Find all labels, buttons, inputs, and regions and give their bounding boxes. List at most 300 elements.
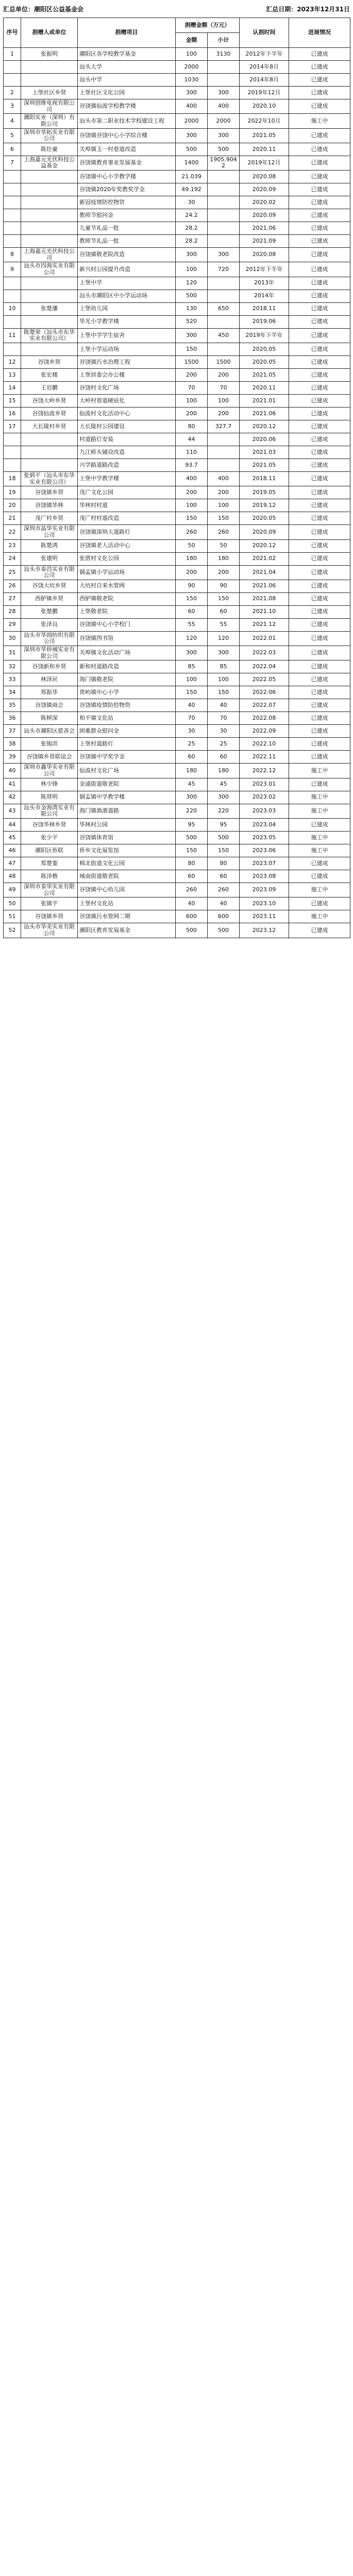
cell-no: 47: [4, 857, 21, 870]
cell-no: 45: [4, 831, 21, 844]
table-row: [4, 525, 350, 539]
cell-time: 2022.04: [240, 660, 289, 673]
cell-project: 汕头市潮阳区中小学运动场: [78, 290, 176, 302]
table-row: [4, 87, 350, 99]
cell-time: 2023.10: [240, 897, 289, 910]
table-row: [4, 844, 350, 857]
cell-donor: 陈贤明: [21, 791, 78, 804]
cell-donor: 谷饶大坑乡贤: [21, 580, 78, 592]
cell-subtotal: 200: [208, 486, 240, 499]
cell-amount: 150: [176, 343, 208, 355]
cell-status: 已建成: [289, 235, 350, 248]
cell-amount: 500: [176, 143, 208, 156]
cell-project: 谷饶镇疫情防控物资: [78, 699, 176, 712]
cell-time: 2022.08: [240, 712, 289, 725]
table-row: [4, 156, 350, 170]
cell-time: 2020.05: [240, 343, 289, 355]
cell-subtotal: 300: [208, 87, 240, 99]
cell-project: 关埠镇文化活动广场: [78, 646, 176, 660]
cell-project: 上堡村道路灯: [78, 738, 176, 751]
table-row: [4, 857, 350, 870]
cell-no: 44: [4, 818, 21, 831]
cell-no: 14: [4, 381, 21, 394]
cell-time: 2019年12月: [240, 87, 289, 99]
cell-status: 已建成: [289, 605, 350, 618]
col-header-time: 认捐时间: [240, 18, 289, 48]
cell-no: 12: [4, 355, 21, 368]
cell-project: 铜孟镇小学运动场: [78, 565, 176, 580]
cell-amount: 300: [176, 791, 208, 804]
cell-status: 已建成: [289, 407, 350, 420]
cell-no: 15: [4, 394, 21, 407]
cell-time: 2022.09: [240, 725, 289, 738]
cell-time: 2020.06: [240, 433, 289, 446]
cell-status: 已建成: [289, 61, 350, 74]
cell-project: 谷饶镇中学奖学金: [78, 751, 176, 764]
table-row: [4, 791, 350, 804]
cell-subtotal: 95: [208, 818, 240, 831]
table-row: [4, 552, 350, 565]
cell-status: 已建成: [289, 778, 350, 791]
cell-amount: 300: [176, 328, 208, 343]
cell-no: 13: [4, 368, 21, 381]
cell-status: 已建成: [289, 512, 350, 525]
cell-status: 已建成: [289, 368, 350, 381]
cell-status: 已建成: [289, 302, 350, 315]
cell-project: 华光小学教学楼: [78, 315, 176, 328]
cell-time: 2020.12: [240, 420, 289, 433]
cell-time: 2020.10: [240, 99, 289, 114]
cell-subtotal: 500: [208, 831, 240, 844]
cell-no: 7: [4, 156, 21, 170]
table-row: [4, 48, 350, 61]
cell-time: 2021.05: [240, 128, 289, 143]
table-row: [4, 290, 350, 302]
table-row: [4, 248, 350, 262]
cell-time: 2021.06: [240, 580, 289, 592]
cell-no: [4, 433, 21, 446]
cell-project: 教师节礼品一批: [78, 235, 176, 248]
table-row: [4, 738, 350, 751]
cell-donor: 林少锋: [21, 778, 78, 791]
cell-amount: 24.2: [176, 209, 208, 222]
cell-donor: 汕头市潮阳区慈善会: [21, 725, 78, 738]
cell-status: 已建成: [289, 196, 350, 209]
cell-amount: 300: [176, 87, 208, 99]
cell-time: 2022.12: [240, 764, 289, 778]
cell-subtotal: 327.7: [208, 420, 240, 433]
cell-amount: 55: [176, 618, 208, 631]
cell-donor: 上堡社区乡贤: [21, 87, 78, 99]
cell-project: 兴学路道路改造: [78, 459, 176, 471]
cell-amount: 150: [176, 686, 208, 699]
cell-donor: 谷饶镇乡贤: [21, 486, 78, 499]
cell-subtotal: 150: [208, 686, 240, 699]
cell-time: 2023.09: [240, 883, 289, 897]
table-row: [4, 446, 350, 459]
cell-status: 已建成: [289, 222, 350, 235]
cell-donor: 谷饶乡贤: [21, 355, 78, 368]
cell-amount: 2000: [176, 61, 208, 74]
table-row: [4, 302, 350, 315]
cell-amount: 260: [176, 525, 208, 539]
table-row: [4, 831, 350, 844]
cell-subtotal: 45: [208, 778, 240, 791]
cell-time: 2023.02: [240, 791, 289, 804]
cell-status: 已建成: [289, 48, 350, 61]
cell-amount: 110: [176, 446, 208, 459]
cell-no: 34: [4, 686, 21, 699]
cell-no: [4, 459, 21, 471]
cell-amount: 49.192: [176, 183, 208, 196]
table-row: [4, 539, 350, 552]
cell-subtotal: 70: [208, 712, 240, 725]
cell-amount: 44: [176, 433, 208, 446]
cell-subtotal: [208, 459, 240, 471]
cell-time: 2019年下半年: [240, 328, 289, 343]
cell-project: 华林村村道: [78, 499, 176, 512]
cell-status: 已建成: [289, 248, 350, 262]
cell-project: 上堡中学: [78, 277, 176, 290]
cell-donor: 汕头市泰昌实业有限公司: [21, 565, 78, 580]
cell-time: 2019年12月: [240, 156, 289, 170]
cell-amount: 80: [176, 420, 208, 433]
cell-amount: 200: [176, 565, 208, 580]
cell-subtotal: 100: [208, 673, 240, 686]
cell-project: 仙波村文化活动中心: [78, 407, 176, 420]
cell-donor: 张少平: [21, 831, 78, 844]
cell-status: 已建成: [289, 381, 350, 394]
cell-donor: 郑楚銮: [21, 857, 78, 870]
cell-project: 海门镇敬老院: [78, 673, 176, 686]
cell-no: 32: [4, 660, 21, 673]
cell-amount: 500: [176, 923, 208, 938]
table-row: [4, 673, 350, 686]
cell-amount: 400: [176, 471, 208, 486]
cell-no: 42: [4, 791, 21, 804]
cell-amount: 95: [176, 818, 208, 831]
cell-time: 2020.08: [240, 171, 289, 183]
unit-label: 汇总单位：潮阳区公益基金会: [3, 5, 84, 13]
cell-subtotal: 200: [208, 368, 240, 381]
cell-amount: 60: [176, 751, 208, 764]
table-row: [4, 381, 350, 394]
cell-donor: 谷饶镇华林: [21, 499, 78, 512]
table-row: [4, 368, 350, 381]
cell-no: 9: [4, 262, 21, 277]
cell-time: 2021.02: [240, 552, 289, 565]
table-row: [4, 725, 350, 738]
cell-status: 已建成: [289, 262, 350, 277]
cell-no: 31: [4, 646, 21, 660]
cell-no: 28: [4, 605, 21, 618]
cell-donor: 汕头市四海实业有限公司: [21, 262, 78, 277]
col-header-no: 序号: [4, 18, 21, 48]
table-row: [4, 183, 350, 196]
cell-amount: 40: [176, 699, 208, 712]
cell-time: 2022.07: [240, 699, 289, 712]
cell-donor: 陈壮豪: [21, 143, 78, 156]
table-row: [4, 171, 350, 183]
cell-time: 2022.10: [240, 738, 289, 751]
donation-table: [3, 18, 350, 938]
cell-project: 潮阳区各学校教学基金: [78, 48, 176, 61]
table-row: [4, 686, 350, 699]
cell-subtotal: 25: [208, 738, 240, 751]
table-row: [4, 277, 350, 290]
cell-donor: 王岩鹏: [21, 381, 78, 394]
cell-time: 2021.09: [240, 235, 289, 248]
cell-project: 谷饶镇体育馆: [78, 831, 176, 844]
cell-time: 2013年: [240, 277, 289, 290]
cell-subtotal: [208, 315, 240, 328]
cell-donor: 上海嘉元光伏科技公司: [21, 248, 78, 262]
cell-project: 张厝村文化公园: [78, 552, 176, 565]
cell-no: 23: [4, 539, 21, 552]
cell-no: [4, 277, 21, 290]
cell-donor: [21, 446, 78, 459]
cell-subtotal: 70: [208, 381, 240, 394]
cell-status: 施工中: [289, 764, 350, 778]
cell-status: 已建成: [289, 277, 350, 290]
cell-donor: 谷饶镇商会: [21, 699, 78, 712]
cell-project: 谷饶镇敬老院改造: [78, 248, 176, 262]
cell-donor: [21, 171, 78, 183]
cell-donor: 谷饶仙波乡贤: [21, 407, 78, 420]
cell-amount: 28.2: [176, 222, 208, 235]
cell-subtotal: 600: [208, 910, 240, 923]
cell-time: 2020.11: [240, 381, 289, 394]
cell-status: 已建成: [289, 897, 350, 910]
table-body: [4, 48, 350, 938]
cell-amount: 120: [176, 631, 208, 646]
cell-project: 上堡敬老院: [78, 605, 176, 618]
cell-subtotal: [208, 61, 240, 74]
cell-subtotal: 40: [208, 897, 240, 910]
cell-no: 36: [4, 712, 21, 725]
cell-donor: 茂广村乡贤: [21, 512, 78, 525]
cell-subtotal: [208, 235, 240, 248]
cell-no: 3: [4, 99, 21, 114]
cell-no: 16: [4, 407, 21, 420]
cell-time: 2012年下半年: [240, 262, 289, 277]
cell-no: 51: [4, 910, 21, 923]
cell-subtotal: 650: [208, 302, 240, 315]
cell-project: 谷饶镇深圳大道路灯: [78, 525, 176, 539]
cell-status: 已建成: [289, 87, 350, 99]
table-row: [4, 355, 350, 368]
cell-no: 6: [4, 143, 21, 156]
cell-donor: [21, 209, 78, 222]
cell-time: 2012年下半年: [240, 48, 289, 61]
cell-no: 39: [4, 751, 21, 764]
cell-donor: 林泽民: [21, 673, 78, 686]
cell-subtotal: 85: [208, 660, 240, 673]
cell-donor: 潮阳实业（深圳）有限公司: [21, 114, 78, 128]
cell-time: 2021.06: [240, 222, 289, 235]
cell-project: 谷饶镇谷饶中心小学综合楼: [78, 128, 176, 143]
cell-no: 11: [4, 328, 21, 343]
cell-donor: 谷饶镇乡贤: [21, 910, 78, 923]
cell-time: 2023.04: [240, 818, 289, 831]
cell-status: 施工中: [289, 910, 350, 923]
cell-project: 困难群众慰问金: [78, 725, 176, 738]
cell-amount: 150: [176, 844, 208, 857]
cell-subtotal: 300: [208, 128, 240, 143]
cell-subtotal: 50: [208, 539, 240, 552]
cell-no: 35: [4, 699, 21, 712]
table-row: [4, 764, 350, 778]
cell-project: 教师节慰问金: [78, 209, 176, 222]
cell-project: 城南街道敬老院: [78, 870, 176, 883]
table-row: [4, 883, 350, 897]
cell-no: 33: [4, 673, 21, 686]
cell-status: 已建成: [289, 128, 350, 143]
cell-subtotal: 60: [208, 751, 240, 764]
cell-subtotal: 200: [208, 565, 240, 580]
cell-status: 已建成: [289, 446, 350, 459]
cell-time: 2021.10: [240, 605, 289, 618]
cell-donor: [21, 222, 78, 235]
table-row: [4, 660, 350, 673]
table-row: [4, 328, 350, 343]
cell-project: 金浦街道敬老院: [78, 778, 176, 791]
cell-amount: 21.039: [176, 171, 208, 183]
cell-project: 村道路灯安装: [78, 433, 176, 446]
cell-amount: 150: [176, 592, 208, 605]
cell-time: 2022.11: [240, 751, 289, 764]
cell-subtotal: [208, 290, 240, 302]
cell-time: 2019.06: [240, 315, 289, 328]
cell-no: 21: [4, 512, 21, 525]
cell-amount: 1400: [176, 156, 208, 170]
cell-no: [4, 209, 21, 222]
cell-amount: 85: [176, 660, 208, 673]
cell-status: 施工中: [289, 831, 350, 844]
cell-subtotal: 150: [208, 844, 240, 857]
cell-no: 37: [4, 725, 21, 738]
cell-donor: 深圳创维电视有限公司: [21, 99, 78, 114]
cell-status: 已建成: [289, 592, 350, 605]
cell-donor: 深圳市晶华实业有限公司: [21, 525, 78, 539]
cell-subtotal: 300: [208, 248, 240, 262]
cell-amount: 120: [176, 277, 208, 290]
cell-time: 2021.01: [240, 394, 289, 407]
cell-time: 2021.06: [240, 407, 289, 420]
cell-donor: [21, 290, 78, 302]
cell-time: 2020.09: [240, 525, 289, 539]
cell-donor: [21, 196, 78, 209]
cell-status: 已建成: [289, 818, 350, 831]
cell-donor: 张镇宇: [21, 897, 78, 910]
cell-no: [4, 315, 21, 328]
table-row: [4, 114, 350, 128]
cell-project: 谷饶镇教育事业发展基金: [78, 156, 176, 170]
cell-status: 已建成: [289, 539, 350, 552]
cell-no: 5: [4, 128, 21, 143]
cell-subtotal: 1905.9042: [208, 156, 240, 170]
cell-amount: 25: [176, 738, 208, 751]
col-header-donor: 捐赠人或单位: [21, 18, 78, 48]
cell-amount: 93.7: [176, 459, 208, 471]
cell-amount: 100: [176, 499, 208, 512]
cell-time: 2023.12: [240, 923, 289, 938]
cell-no: [4, 183, 21, 196]
cell-donor: [21, 315, 78, 328]
cell-donor: 张楚鹏: [21, 605, 78, 618]
cell-amount: 150: [176, 512, 208, 525]
table-row: [4, 778, 350, 791]
cell-no: 27: [4, 592, 21, 605]
cell-subtotal: 180: [208, 764, 240, 778]
cell-no: 43: [4, 804, 21, 818]
cell-amount: 300: [176, 128, 208, 143]
cell-status: 已建成: [289, 394, 350, 407]
cell-time: 2014年8月: [240, 74, 289, 87]
cell-subtotal: 500: [208, 143, 240, 156]
cell-no: [4, 290, 21, 302]
cell-amount: 500: [176, 831, 208, 844]
cell-status: 已建成: [289, 618, 350, 631]
cell-time: 2022.05: [240, 673, 289, 686]
cell-subtotal: [208, 343, 240, 355]
cell-subtotal: [208, 222, 240, 235]
cell-subtotal: 2000: [208, 114, 240, 128]
cell-time: 2023.07: [240, 857, 289, 870]
cell-status: 施工中: [289, 883, 350, 897]
cell-project: 潮阳区教育发展基金: [78, 923, 176, 938]
cell-status: 已建成: [289, 565, 350, 580]
cell-status: 已建成: [289, 738, 350, 751]
cell-donor: 陈树深: [21, 712, 78, 725]
cell-project: 侨乡文化展览馆: [78, 844, 176, 857]
table-row: [4, 897, 350, 910]
cell-time: 2021.12: [240, 618, 289, 631]
cell-status: 已建成: [289, 673, 350, 686]
cell-amount: 520: [176, 315, 208, 328]
cell-time: 2023.05: [240, 831, 289, 844]
table-row: [4, 343, 350, 355]
table-row: [4, 128, 350, 143]
cell-no: 8: [4, 248, 21, 262]
table-row: [4, 222, 350, 235]
cell-subtotal: [208, 74, 240, 87]
cell-project: 上堡中学教学楼: [78, 471, 176, 486]
cell-subtotal: 100: [208, 499, 240, 512]
cell-no: 52: [4, 923, 21, 938]
cell-status: 已建成: [289, 209, 350, 222]
cell-status: 已建成: [289, 751, 350, 764]
cell-amount: 180: [176, 552, 208, 565]
table-row: [4, 605, 350, 618]
cell-project: 关埠镇玉一村巷道改造: [78, 143, 176, 156]
cell-donor: 陈泽楷: [21, 870, 78, 883]
cell-no: 49: [4, 883, 21, 897]
cell-time: 2021.03: [240, 446, 289, 459]
cell-status: 已建成: [289, 660, 350, 673]
cell-no: 38: [4, 738, 21, 751]
table-row: [4, 315, 350, 328]
table-row: [4, 804, 350, 818]
cell-status: 已建成: [289, 315, 350, 328]
cell-time: 2018.11: [240, 471, 289, 486]
cell-subtotal: 3130: [208, 48, 240, 61]
cell-donor: 陈楚鸿: [21, 539, 78, 552]
cell-subtotal: 260: [208, 883, 240, 897]
table-row: [4, 61, 350, 74]
cell-no: 25: [4, 565, 21, 580]
cell-status: 已建成: [289, 459, 350, 471]
